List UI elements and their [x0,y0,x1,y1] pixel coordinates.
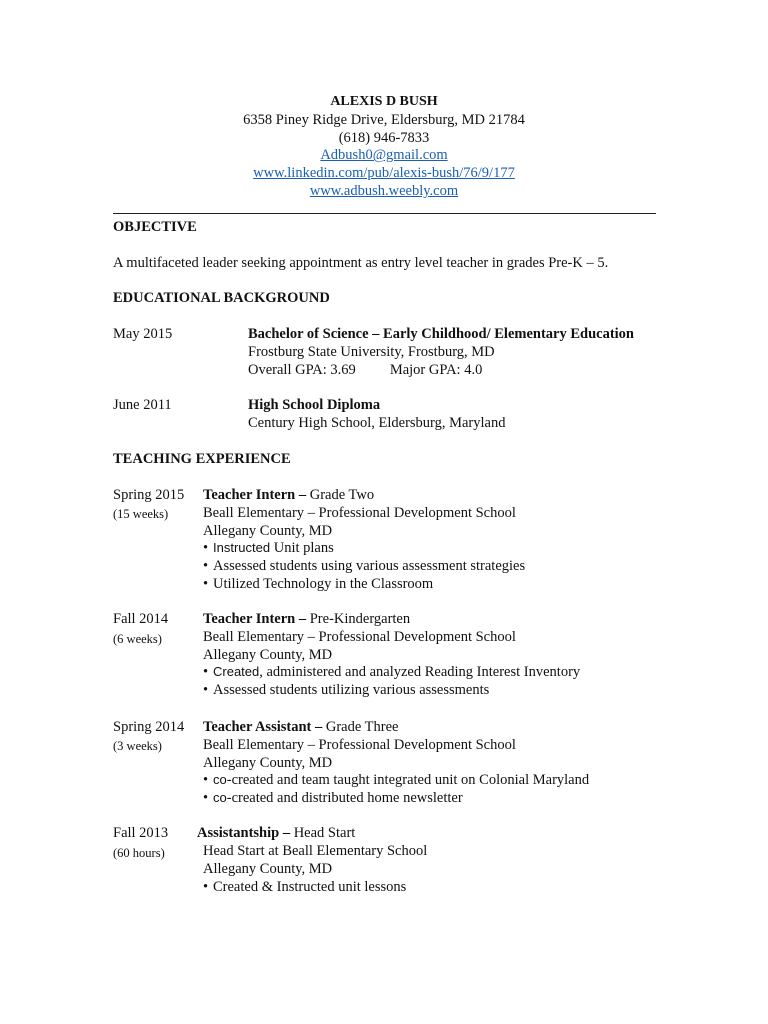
experience-entry [203,718,589,807]
education-entry [248,325,634,378]
experience-term: Fall 2014 [113,611,169,627]
education-heading: EDUCATIONAL BACKGROUND [113,290,330,306]
experience-term: Spring 2014 [113,719,185,735]
school-name: Beall Elementary – Professional Development School [203,628,516,645]
education-date: June 2011 [113,397,172,413]
overall-gpa: Overall GPA: 3.69 [248,361,356,378]
experience-duration: (60 hours) [113,846,165,860]
school-name: Head Start at Beall Elementary School [203,843,428,859]
location: Allegany County, MD [203,860,333,877]
bullet-item: • co-created and team taught integrated unit on Colonial Maryland [203,772,590,789]
location: Allegany County, MD [203,522,333,539]
bullet-item: • Created & Instructed unit lessons [203,878,407,895]
role-detail: Grade Three [322,719,399,735]
school-name: Century High School, Eldersburg, Maryland [248,414,506,431]
email-link[interactable]: Adbush0@gmail.com [320,147,448,164]
bullet-item: • Created, administered and analyzed Reading Interest Inventory [203,664,581,681]
objective-heading: OBJECTIVE [113,219,197,235]
location: Allegany County, MD [203,646,333,663]
bullet-item: • Instructed Unit plans [203,540,334,557]
location: Allegany County, MD [203,754,333,771]
school-name: Beall Elementary – Professional Development School [203,504,516,521]
experience-entry [203,842,427,895]
experience-entry [203,610,580,699]
bullet-item: • Utilized Technology in the Classroom [203,575,434,592]
school-name: Frostburg State University, Frostburg, MD [248,343,495,360]
role-title: Teacher Assistant – [203,719,323,735]
experience-role [197,824,355,842]
website-link[interactable]: www.adbush.weebly.com [309,182,459,199]
contact-header [0,93,768,200]
role-title: Assistantship – [197,825,291,841]
role-title: Teacher Intern – [203,611,307,627]
bullet-item: • co-created and distributed home newsletter [203,790,463,807]
header-divider [113,213,656,214]
address: 6358 Piney Ridge Drive, Eldersburg, MD 21784 [243,111,525,128]
experience-term: Spring 2015 [113,487,185,503]
role-title: Teacher Intern – [203,487,307,503]
education-entry [248,396,505,432]
experience-heading: TEACHING EXPERIENCE [113,451,291,467]
role-line [203,486,525,504]
gpa-line [248,361,634,379]
experience-term: Fall 2013 [113,825,169,841]
linkedin-link[interactable]: www.linkedin.com/pub/alexis-bush/76/9/177 [253,165,515,182]
school-name: Beall Elementary – Professional Development School [203,736,516,753]
education-date: May 2015 [113,326,173,342]
role-line [203,610,580,628]
role-line [203,718,589,736]
role-detail: Head Start [290,825,356,841]
degree-title: High School Diploma [248,397,381,413]
candidate-name: ALEXIS D BUSH [330,94,438,109]
role-detail: Grade Two [306,487,375,503]
objective-text: A multifaceted leader seeking appointment as entry level teacher in grades Pre-K – 5. [113,255,609,271]
major-gpa: Major GPA: 4.0 [389,361,483,378]
experience-duration: (15 weeks) [113,507,169,521]
bullet-item: • Assessed students utilizing various assessments [203,682,490,699]
degree-title: Bachelor of Science – Early Childhood/ Elementary Education [248,326,634,342]
bullet-item: • Assessed students using various assessment strategies [203,558,526,575]
role-detail: Pre-Kindergarten [306,611,411,627]
phone: (618) 946-7833 [338,129,430,146]
experience-duration: (6 weeks) [113,632,162,646]
experience-duration: (3 weeks) [113,739,162,753]
experience-entry [203,486,525,593]
